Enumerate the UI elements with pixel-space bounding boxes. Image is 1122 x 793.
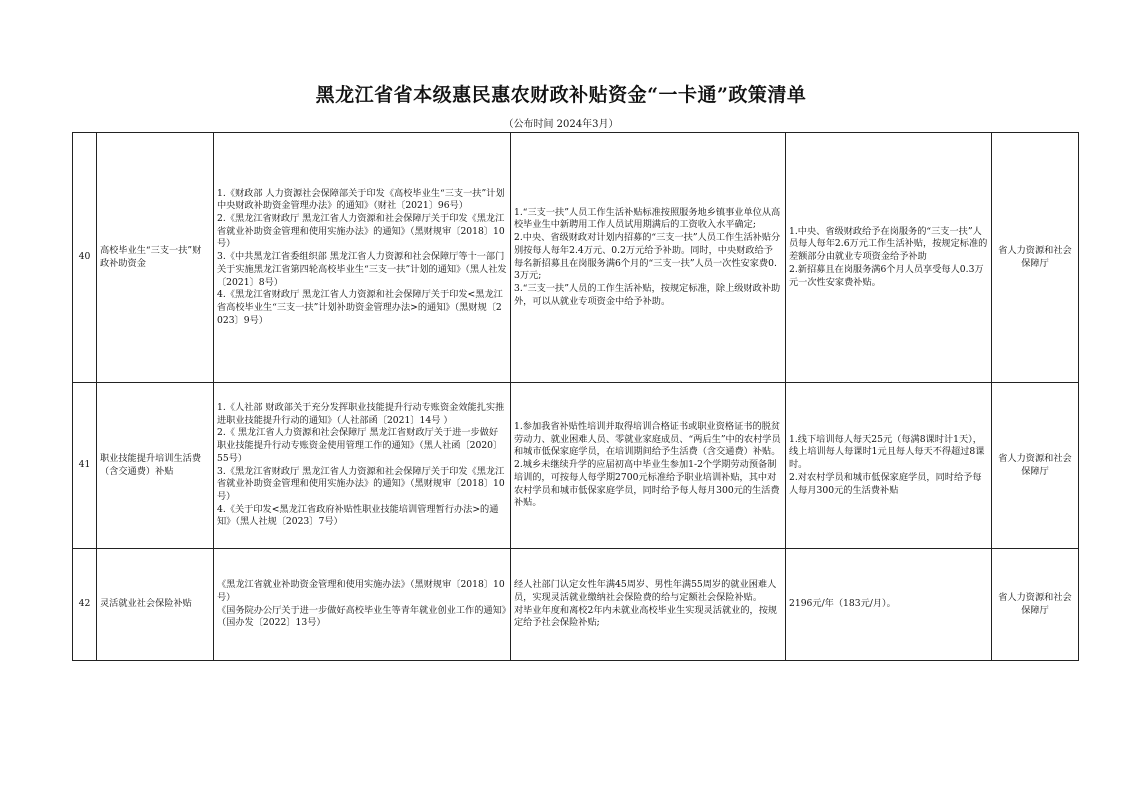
department: 省人力资源和社会保障厅 <box>992 383 1079 549</box>
publish-date: （公布时间 2024年3月） <box>503 119 619 130</box>
subsidy-object-item: 1.“三支一扶”人员工作生活补贴标准按照服务地乡镇事业单位从高校毕业生中新聘用工作人员试用期满后的工资收入水平确定; <box>514 206 781 231</box>
row-number: 42 <box>73 549 97 661</box>
row-number: 41 <box>73 383 97 549</box>
policy-basis-item: 2.《黑龙江省财政厅 黑龙江省人力资源和社会保障厅关于印发《黑龙江省就业补助资金管理和使用实施办法》的通知》（黑财规审〔2018〕10号） <box>217 213 505 250</box>
subsidy-standard-item: 1.线下培训每人每天25元（每满8课时计1天）， 线上培训每人每课时1元且每人每天不得超过8课时。 <box>789 433 985 471</box>
policy-basis <box>214 133 511 383</box>
policy-table <box>72 132 1079 661</box>
page-title: 黑龙江省省本级惠民惠农财政补贴资金“一卡通”政策清单 <box>315 84 807 106</box>
policy-basis-item: 3.《黑龙江省财政厅 黑龙江省人力资源和社会保障厅关于印发《黑龙江省就业补助资金管理和使用实施办法》的通知》（黑财规审〔2018〕10号） <box>217 465 505 502</box>
subsidy-standard-item: 1.中央、省级财政给予在岗服务的“三支一扶”人员每人每年2.6万元工作生活补贴，按规定标准的差额部分由就业专项资金给予补助 <box>789 225 988 263</box>
subsidy-name: 职业技能提升培训生活费（含交通费）补贴 <box>97 383 214 549</box>
subsidy-standard <box>786 133 992 383</box>
subsidy-standard-item: 2196元/年（183元/月）。 <box>789 598 896 610</box>
subsidy-object <box>511 383 786 549</box>
subsidy-name: 高校毕业生“三支一扶”财政补助资金 <box>97 133 214 383</box>
subsidy-object-item: 经人社部门认定女性年满45周岁、男性年满55周岁的就业困难人员，实现灵活就业缴纳社会保险费的给与定额社会保险补贴。 <box>514 579 777 603</box>
subsidy-object-item: 1.参加我省补贴性培训并取得培训合格证书或职业资格证书的脱贫劳动力、就业困难人员、零就业家庭成员、“两后生”中的农村学员和城市低保家庭学员，在培训期间给予生活费（含交通费）补贴。 <box>514 421 781 458</box>
department: 省人力资源和社会保障厅 <box>992 549 1079 661</box>
policy-basis <box>214 549 511 661</box>
policy-basis-item: 《国务院办公厅关于进一步做好高校毕业生等青年就业创业工作的通知》（国办发〔2022〕13号） <box>217 604 507 629</box>
subsidy-standard-item: 2.新招募且在岗服务满6个月人员享受每人0.3万元一次性安家费补贴。 <box>789 263 984 288</box>
subsidy-name: 灵活就业社会保险补贴 <box>97 549 214 661</box>
policy-basis-item: 1.《人社部 财政部关于充分发挥职业技能提升行动专账资金效能扎实推进职业技能提升行动的通知》（人社部函〔2021〕14号 ） <box>217 402 505 426</box>
policy-basis-item: 4.《黑龙江省财政厅 黑龙江省人力资源和社会保障厅关于印发<黑龙江省高校毕业生“三支一扶”计划补助资金管理办法>的通知》（黑财规〔2023〕9号） <box>217 289 503 326</box>
policy-basis-item: 4.《关于印发<黑龙江省政府补贴性职业技能培训管理暂行办法>的通知》（黑人社规〔2023〕7号） <box>217 503 499 528</box>
subsidy-standard <box>786 383 992 549</box>
row-number: 40 <box>73 133 97 383</box>
policy-basis <box>214 383 511 549</box>
subsidy-standard-item: 2.对农村学员和城市低保家庭学员，同时给予每人每月300元的生活费补贴 <box>789 471 982 496</box>
policy-basis-item: 3.《中共黑龙江省委组织部 黑龙江省人力资源和社会保障厅等十一部门关于实施黑龙江省第四轮高校毕业生“三支一扶”计划的通知》（黑人社发〔2021〕8号） <box>217 251 507 288</box>
subsidy-object-item: 2.城乡未继续升学的应届初高中毕业生参加1-2个学期劳动预备制培训的，可按每人每学期2700元标准给予职业培训补贴，其中对农村学员和城市低保家庭学员，同时给予每人每月300元的生活费补贴。 <box>514 459 780 509</box>
policy-basis-item: 1.《财政部 人力资源社会保障部关于印发《高校毕业生“三支一扶”计划中央财政补助资金管理办法》的通知》（财社〔2021〕96号） <box>217 187 505 212</box>
subsidy-object <box>511 133 786 383</box>
subsidy-object-item: 2.中央、省级财政对计划内招募的“三支一扶”人员工作生活补贴分别按每人每年2.4万元、0.2万元给予补助。同时，中央财政给予每名新招募且在岗服务满6个月的“三支一扶”人员一次性安家费0.3万元; <box>514 232 781 282</box>
subsidy-object-item: 对毕业年度和离校2年内未就业高校毕业生实现灵活就业的，按规定给予社会保险补贴; <box>514 604 778 629</box>
table-row <box>73 383 1079 549</box>
table-row <box>73 549 1079 661</box>
policy-basis-item: 《黑龙江省就业补助资金管理和使用实施办法》（黑财规审〔2018〕10号） <box>217 579 505 603</box>
subsidy-standard <box>786 549 992 661</box>
department: 省人力资源和社会保障厅 <box>992 133 1079 383</box>
table-row <box>73 133 1079 383</box>
subsidy-object <box>511 549 786 661</box>
policy-basis-item: 2.《 黑龙江省人力资源和社会保障厅 黑龙江省财政厅关于进一步做好职业技能提升行动专账资金使用管理工作的通知》（黑人社函〔2020〕55号） <box>217 427 503 464</box>
subsidy-object-item: 3.“三支一扶”人员的工作生活补贴，按规定标准，除上级财政补助外，可以从就业专项资金中给予补助。 <box>514 282 781 307</box>
